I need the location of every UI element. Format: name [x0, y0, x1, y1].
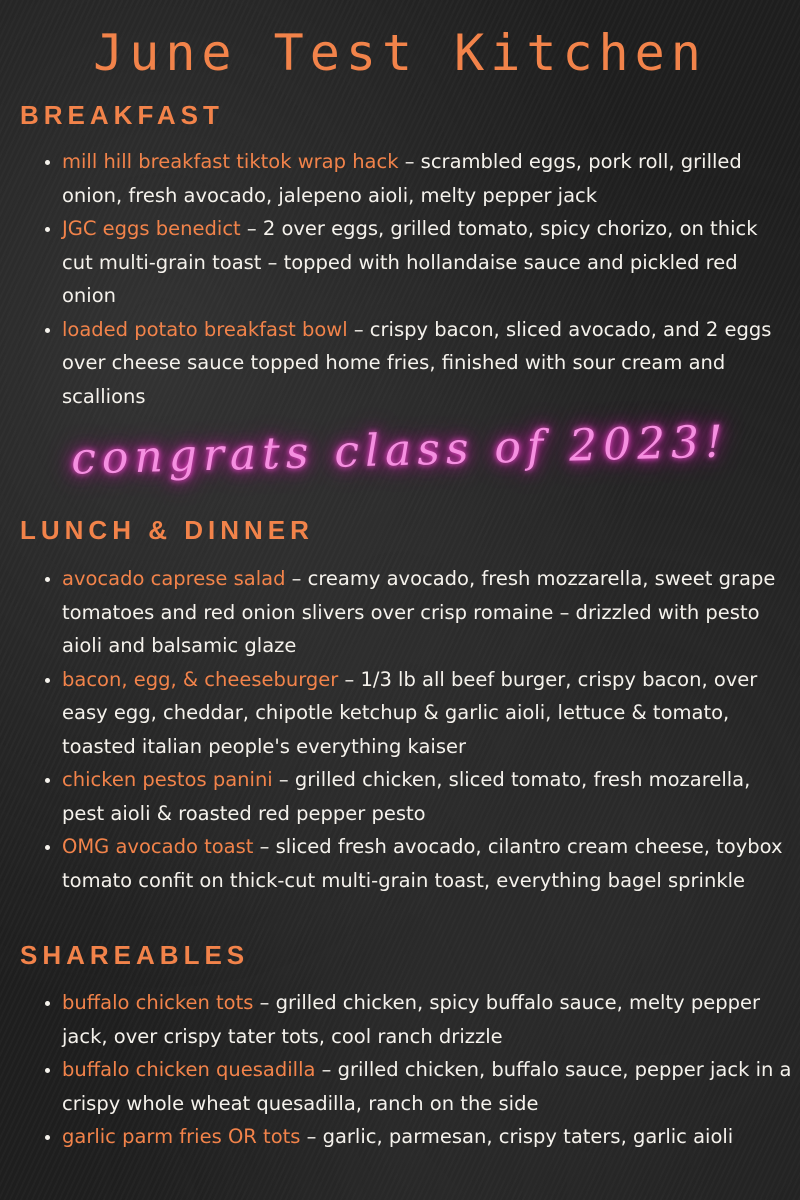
- menu-item-name: buffalo chicken tots: [62, 991, 254, 1014]
- congrats-neon-banner: congrats class of 2023!: [70, 416, 730, 485]
- menu-item-name: OMG avocado toast: [62, 835, 254, 858]
- menu-item-name: bacon, egg, & cheeseburger: [62, 667, 339, 691]
- menu-item-name: buffalo chicken quesadilla: [62, 1058, 316, 1081]
- menu-item-description: – grilled chicken, buffalo sauce, pepper jack in a crispy whole wheat quesadilla, ranch on the side: [62, 1058, 792, 1115]
- menu-item-name: loaded potato breakfast bowl: [62, 317, 348, 341]
- breakfast-menu-list: [40, 145, 792, 413]
- menu-item-description: – grilled chicken, sliced tomato, fresh mozarella, pest aioli & roasted red pepper pesto: [62, 768, 751, 825]
- menu-item: [62, 1120, 792, 1154]
- menu-item: [62, 986, 792, 1053]
- shareables-menu-list: [40, 986, 792, 1154]
- menu-item: [62, 1053, 792, 1120]
- menu-item-description: – sliced fresh avocado, cilantro cream cheese, toybox tomato confit on thick-cut multi-grain toast, everything bagel sprinkle: [62, 835, 783, 892]
- menu-item-description: – creamy avocado, fresh mozzarella, sweet grape tomatoes and red onion slivers over crisp romaine – drizzled with pesto aioli and balsamic glaze: [62, 567, 776, 657]
- section-heading-breakfast: BREAKFAST: [20, 100, 224, 130]
- menu-item-name: chicken pestos panini: [62, 768, 273, 791]
- menu-item-name: avocado caprese salad: [62, 567, 286, 590]
- section-heading-lunch-dinner: LUNCH & DINNER: [20, 515, 314, 545]
- menu-item-description: – grilled chicken, spicy buffalo sauce, melty pepper jack, over crispy tater tots, cool ranch drizzle: [62, 991, 760, 1048]
- menu-item: [62, 562, 792, 663]
- menu-item: [62, 212, 792, 313]
- section-heading-shareables: SHAREABLES: [20, 940, 250, 970]
- menu-item-name: JGC eggs benedict: [62, 217, 241, 240]
- menu-item-description: – garlic, parmesan, crispy taters, garlic aioli: [300, 1125, 734, 1148]
- menu-item: [62, 313, 792, 414]
- menu-item-description: – 1/3 lb all beef burger, crispy bacon, over easy egg, cheddar, chipotle ketchup & garlic aioli, lettuce & tomato, toasted italian people's everything kaiser: [62, 667, 758, 758]
- menu-item: [62, 145, 792, 212]
- menu-item-description: – 2 over eggs, grilled tomato, spicy chorizo, on thick cut multi-grain toast – topped with hollandaise sauce and pickled red onion: [62, 217, 758, 307]
- menu-item: [62, 763, 792, 830]
- lunch-dinner-menu-list: [40, 562, 792, 897]
- menu-item: [62, 830, 792, 897]
- menu-item: [62, 663, 792, 764]
- menu-title: June Test Kitchen: [93, 24, 707, 82]
- menu-item-description: – scrambled eggs, pork roll, grilled onion, fresh avocado, jalepeno aioli, melty pepper jack: [62, 150, 742, 207]
- menu-item-description: – crispy bacon, sliced avocado, and 2 eggs over cheese sauce topped home fries, finished with sour cream and scallions: [62, 317, 772, 408]
- menu-item-name: mill hill breakfast tiktok wrap hack: [62, 150, 399, 173]
- menu-item-name: garlic parm fries OR tots: [62, 1125, 301, 1148]
